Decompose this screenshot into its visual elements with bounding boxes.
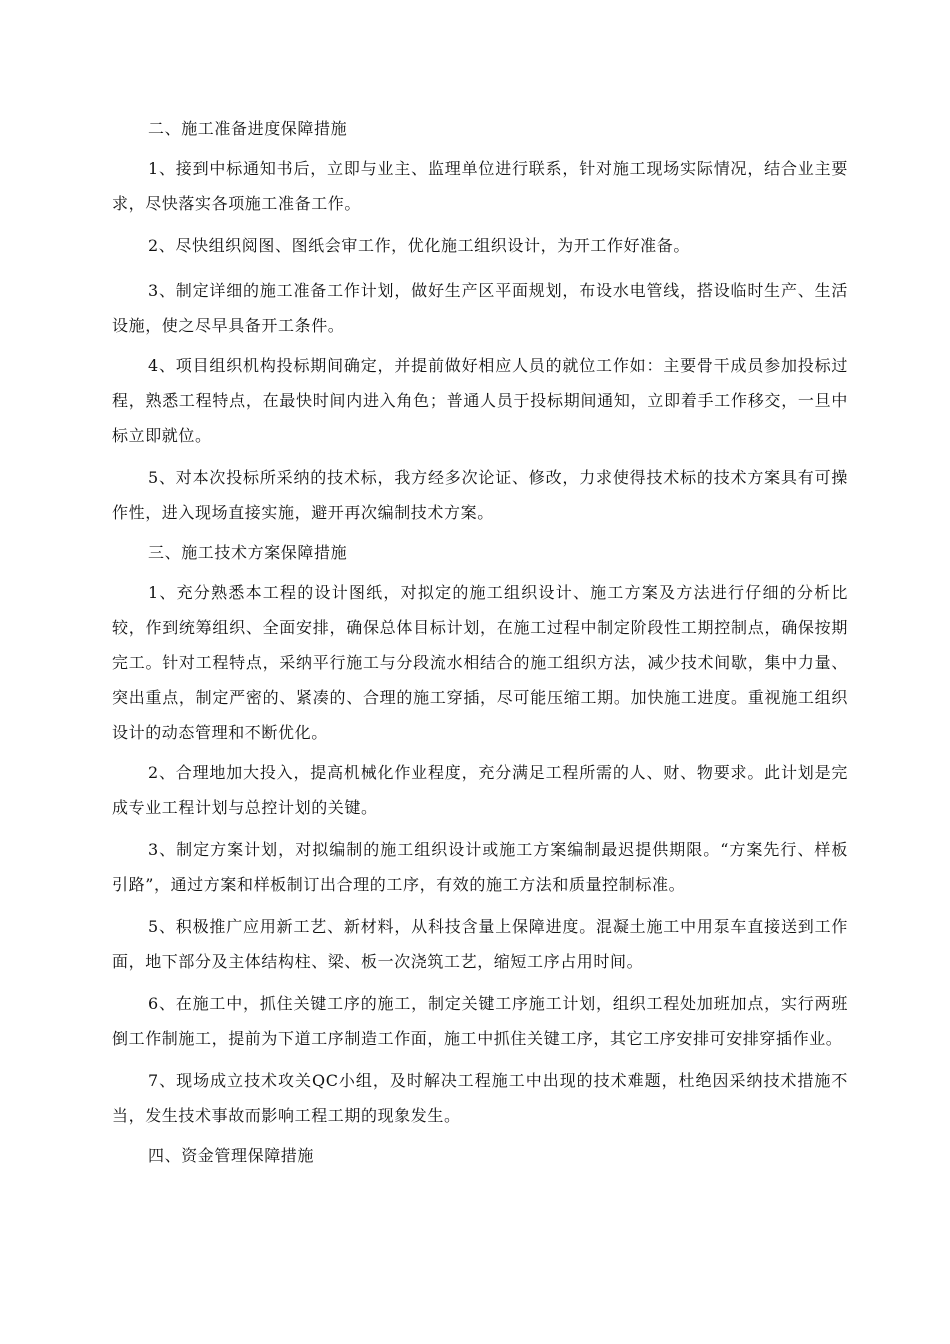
paragraph: 7、现场成立技术攻关QC小组，及时解决工程施工中出现的技术难题，杜绝因采纳技术措施不当，发生技术事故而影响工程工期的现象发生。 — [112, 1071, 848, 1125]
paragraph: 1、接到中标通知书后，立即与业主、监理单位进行联系，针对施工现场实际情况，结合业主要求，尽快落实各项施工准备工作。 — [112, 159, 848, 213]
paragraph: 2、尽快组织阅图、图纸会审工作，优化施工组织设计，为开工作好准备。 — [148, 236, 690, 255]
paragraph: 2、合理地加大投入，提高机械化作业程度，充分满足工程所需的人、财、物要求。此计划是完成专业工程计划与总控计划的关键。 — [112, 763, 848, 817]
document-body — [112, 111, 848, 1173]
paragraph: 4、项目组织机构投标期间确定，并提前做好相应人员的就位工作如：主要骨干成员参加投标过程，熟悉工程特点，在最快时间内进入角色；普通人员于投标期间通知，立即着手工作移交，一旦中标立即就位。 — [112, 356, 848, 445]
paragraph: 3、制定详细的施工准备工作计划，做好生产区平面规划，布设水电管线，搭设临时生产、生活设施，使之尽早具备开工条件。 — [112, 281, 848, 335]
paragraph: 1、充分熟悉本工程的设计图纸，对拟定的施工组织设计、施工方案及方法进行仔细的分析比较，作到统筹组织、全面安排，确保总体目标计划，在施工过程中制定阶段性工期控制点，确保按期完工。针对工程特点，采纳平行施工与分段流水相结合的施工组织方法，减少技术间歇，集中力量、突出重点，制定严密的、紧凑的、合理的施工穿插，尽可能压缩工期。加快施工进度。重视施工组织设计的动态管理和不断优化。 — [112, 583, 848, 742]
section-heading-2: 二、施工准备进度保障措施 — [148, 119, 348, 138]
paragraph: 3、制定方案计划，对拟编制的施工组织设计或施工方案编制最迟提供期限。“方案先行、样板引路”，通过方案和样板制订出合理的工序，有效的施工方法和质量控制标准。 — [112, 840, 848, 894]
paragraph: 6、在施工中，抓住关键工序的施工，制定关键工序施工计划，组织工程处加班加点，实行两班倒工作制施工，提前为下道工序制造工作面，施工中抓住关键工序，其它工序安排可安排穿插作业。 — [112, 994, 848, 1048]
paragraph: 5、积极推广应用新工艺、新材料，从科技含量上保障进度。混凝土施工中用泵车直接送到工作面，地下部分及主体结构柱、梁、板一次浇筑工艺，缩短工序占用时间。 — [112, 917, 848, 971]
section-heading-4: 四、资金管理保障措施 — [148, 1146, 315, 1165]
section-heading-3: 三、施工技术方案保障措施 — [148, 543, 348, 562]
paragraph: 5、对本次投标所采纳的技术标，我方经多次论证、修改，力求使得技术标的技术方案具有可操作性，进入现场直接实施，避开再次编制技术方案。 — [112, 468, 848, 522]
